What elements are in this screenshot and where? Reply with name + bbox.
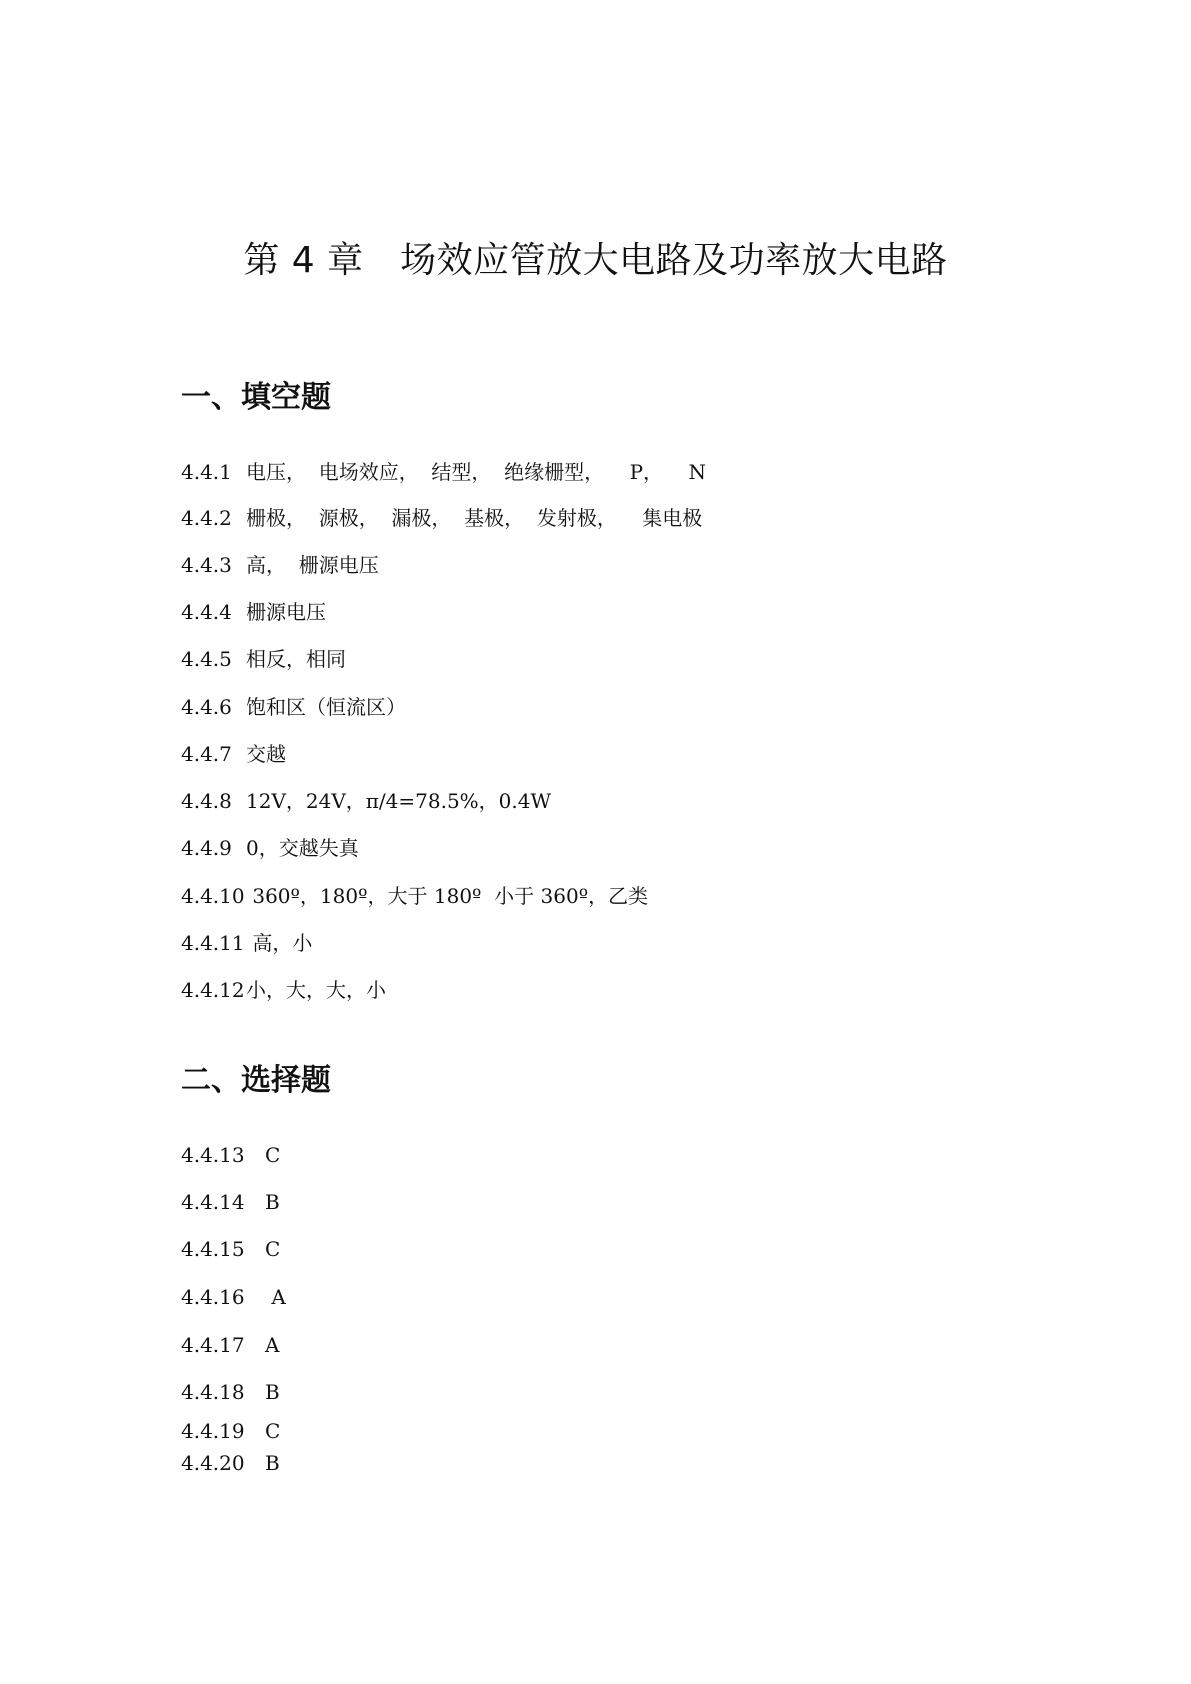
answer-text: C xyxy=(265,1237,281,1261)
answer-text: B xyxy=(265,1380,280,1404)
answer-text: 饱和区（恒流区） xyxy=(246,695,406,719)
section-heading-multiple-choice: 二、选择题 xyxy=(181,1063,331,1098)
question-number: 4.4.7 xyxy=(181,742,232,766)
answer-row xyxy=(181,881,648,911)
answer-row xyxy=(181,1187,280,1217)
answer-row xyxy=(181,739,286,769)
question-number: 4.4.17 xyxy=(181,1333,245,1357)
answer-text: 高，小 xyxy=(246,931,313,955)
answer-row xyxy=(181,1416,280,1446)
question-number: 4.4.6 xyxy=(181,695,232,719)
section-heading-fill-in: 一、填空题 xyxy=(181,380,331,415)
answer-text: C xyxy=(265,1143,281,1167)
answer-text: C xyxy=(265,1419,281,1443)
answer-row xyxy=(181,550,379,580)
question-number: 4.4.16 xyxy=(181,1285,245,1309)
answer-row xyxy=(181,1282,286,1312)
answer-text: 电压， 电场效应， 结型， 绝缘栅型， P， N xyxy=(246,460,706,484)
question-number: 4.4.9 xyxy=(181,836,232,860)
answer-row xyxy=(181,1377,280,1407)
answer-text: 0，交越失真 xyxy=(246,836,359,860)
question-number: 4.4.13 xyxy=(181,1143,245,1167)
question-number: 4.4.20 xyxy=(181,1451,245,1475)
answer-text: B xyxy=(265,1451,280,1475)
answer-row xyxy=(181,786,551,816)
answer-row xyxy=(181,597,326,627)
question-number: 4.4.4 xyxy=(181,600,232,624)
question-number: 4.4.8 xyxy=(181,789,232,813)
question-number: 4.4.1 xyxy=(181,460,232,484)
question-number: 4.4.10 xyxy=(181,884,245,908)
answer-row xyxy=(181,1330,279,1360)
question-number: 4.4.3 xyxy=(181,553,232,577)
question-number: 4.4.18 xyxy=(181,1380,245,1404)
answer-text: A xyxy=(265,1333,280,1357)
answer-row xyxy=(181,457,706,487)
answer-text: A xyxy=(265,1285,286,1309)
answer-row xyxy=(181,1448,280,1478)
question-number: 4.4.12 xyxy=(181,978,245,1002)
answer-row xyxy=(181,692,406,722)
answer-row xyxy=(181,975,386,1005)
question-number: 4.4.14 xyxy=(181,1190,245,1214)
answer-text: 栅极， 源极， 漏极， 基极， 发射极， 集电极 xyxy=(246,506,703,530)
question-number: 4.4.5 xyxy=(181,647,232,671)
answer-row xyxy=(181,1140,280,1170)
answer-row xyxy=(181,503,702,533)
chapter-title: 第 4 章 场效应管放大电路及功率放大电路 xyxy=(243,240,948,281)
answer-text: 相反，相同 xyxy=(246,647,346,671)
answer-text: 小，大，大，小 xyxy=(246,978,386,1002)
answer-text: 360º，180º，大于 180º 小于 360º，乙类 xyxy=(246,884,649,908)
answer-text: 12V，24V，π/4=78.5%，0.4W xyxy=(246,789,552,813)
question-number: 4.4.2 xyxy=(181,506,232,530)
answer-row xyxy=(181,833,359,863)
answer-text: 栅源电压 xyxy=(246,600,326,624)
question-number: 4.4.11 xyxy=(181,931,245,955)
answer-text: 交越 xyxy=(246,742,286,766)
question-number: 4.4.19 xyxy=(181,1419,245,1443)
answer-row xyxy=(181,1234,280,1264)
answer-row xyxy=(181,644,346,674)
question-number: 4.4.15 xyxy=(181,1237,245,1261)
answer-text: B xyxy=(265,1190,280,1214)
answer-text: 高， 栅源电压 xyxy=(246,553,379,577)
answer-row xyxy=(181,928,312,958)
